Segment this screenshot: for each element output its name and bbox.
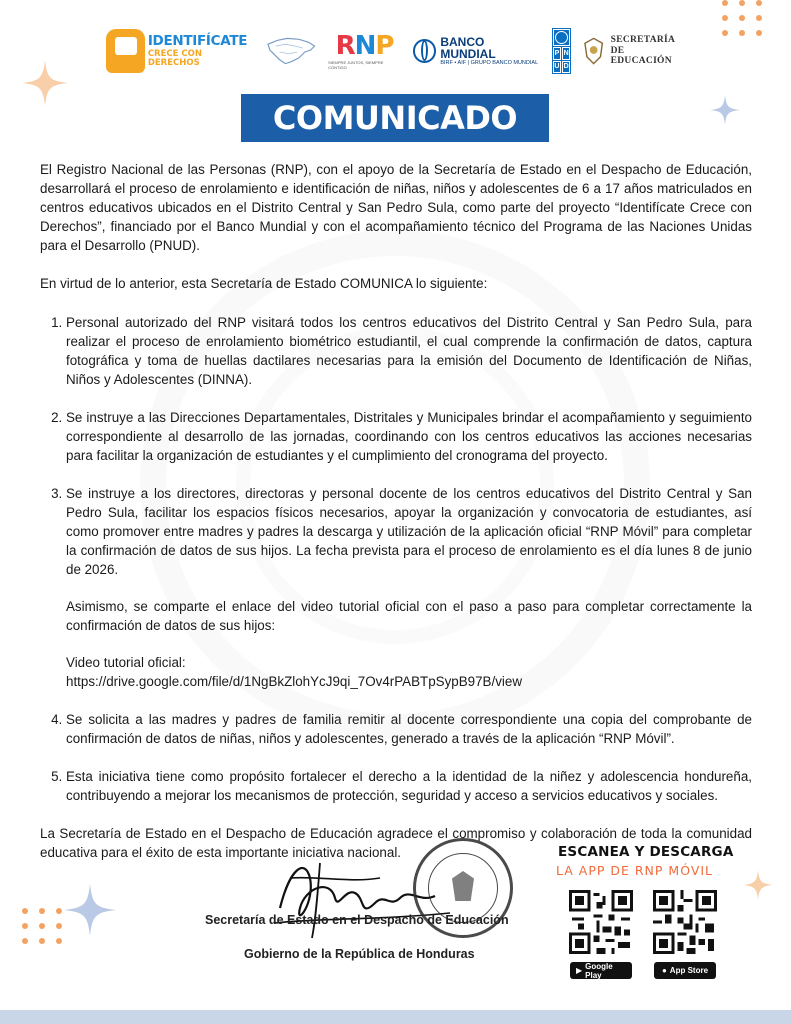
pnud-letter: D bbox=[562, 61, 570, 73]
signatory-title: Secretaría de Estado en el Despacho de Educación bbox=[205, 913, 509, 927]
list-item-text: Se instruye a las Direcciones Departamentales, Distritales y Municipales brindar el acompañamiento y seguimiento correspondiente al desarrollo de las jornadas, coordinando con los centros educativos las acciones necesarias para facilitar la organización de estudiantes y el cumplimiento del cronograma del proyecto. bbox=[66, 410, 752, 463]
blue-star-icon bbox=[710, 95, 740, 125]
pnud-letter: U bbox=[553, 61, 561, 73]
honduras-map-icon bbox=[266, 34, 316, 68]
play-icon: ▶ bbox=[576, 966, 583, 975]
pnud-letter: P bbox=[553, 47, 561, 59]
rnp-logo bbox=[328, 30, 401, 70]
lead-paragraph: En virtud de lo anterior, esta Secretaría de Estado COMUNICA lo siguiente: bbox=[40, 276, 488, 291]
blue-star-icon bbox=[64, 884, 116, 936]
banco-mundial-logo bbox=[413, 36, 540, 67]
pnud-letter: N bbox=[562, 47, 570, 59]
list-item bbox=[66, 710, 752, 748]
coat-of-arms-icon bbox=[583, 37, 604, 65]
qr-code-app-store[interactable] bbox=[653, 890, 717, 954]
document-body bbox=[40, 160, 752, 862]
video-label: Video tutorial oficial: bbox=[66, 655, 186, 670]
communique-list bbox=[40, 313, 752, 805]
mascot-icon bbox=[106, 29, 145, 73]
qr-title: ESCANEA Y DESCARGA bbox=[558, 844, 734, 860]
closing-paragraph: La Secretaría de Estado en el Despacho de Educación agradece el compromiso y colaboración de toda la comunidad educativa para el éxito de esta importante iniciativa nacional. bbox=[40, 826, 752, 860]
secretaria-line1: SECRETARÍA bbox=[610, 35, 676, 46]
globe-icon bbox=[413, 39, 436, 63]
video-link[interactable]: https://drive.google.com/file/d/1NgBkZlohYcJ9qi_7Ov4rPABTpSypB97B/view bbox=[66, 674, 523, 689]
apple-icon: ● bbox=[661, 966, 667, 975]
signatory-government: Gobierno de la República de Honduras bbox=[244, 947, 475, 961]
list-item-text: Esta iniciativa tiene como propósito fortalecer el derecho a la identidad de la niñez y adolescencia hondureña, contribuyendo a mejorar los mecanismos de protección, seguridad y acceso a servicios educativos y sociales. bbox=[66, 769, 752, 803]
list-item bbox=[66, 484, 752, 691]
list-item bbox=[66, 767, 752, 805]
tutorial-paragraph: Asimismo, se comparte el enlace del video tutorial oficial con el paso a paso para completar correctamente la confirmación de datos de sus hijos: bbox=[66, 599, 752, 633]
list-item-text: Personal autorizado del RNP visitará todos los centros educativos del Distrito Central y San Pedro Sula, para realizar el proceso de enrolamiento biométrico estudiantil, el cual comprende la confirmación de datos, captura fotográfica y toma de huellas dactilares necesarias para la emisión del Documento de Identificación de Niñas, Niños y Adolescentes (DINNA). bbox=[66, 315, 752, 387]
identificate-logo bbox=[106, 29, 254, 73]
banco-mundial-name: BANCO MUNDIAL bbox=[440, 34, 496, 62]
rnp-letters: RNP bbox=[335, 30, 394, 61]
footer-bar bbox=[0, 1010, 791, 1024]
qr-subtitle: LA APP DE RNP MÓVIL bbox=[556, 863, 714, 878]
partner-logos bbox=[106, 26, 686, 76]
list-item-text: Se instruye a los directores, directoras y personal docente de los centros educativos del Distrito Central y San Pedro Sula, facilitar los espacios físicos necesarios, apoyar la organización y convocatoria de estudiantes, así como promover entre madres y padres la descarga y utilización de la aplicación oficial “RNP Móvil” para completar la confirmación de datos de sus hijos. La fecha prevista para el proceso de enrolamiento es el día lunes 8 de junio de 2026. bbox=[66, 486, 752, 577]
secretaria-line2: DE EDUCACIÓN bbox=[610, 45, 672, 67]
signature-block bbox=[200, 838, 540, 968]
list-item bbox=[66, 408, 752, 465]
dots-decoration bbox=[722, 0, 764, 36]
google-play-badge[interactable] bbox=[570, 962, 632, 979]
identificate-tagline: CRECE CON DERECHOS bbox=[147, 49, 202, 68]
video-block bbox=[66, 653, 752, 691]
peach-star-icon bbox=[22, 60, 68, 106]
identificate-title: IDENTIFÍCATE bbox=[147, 32, 248, 49]
rnp-tagline: SIEMPRE JUNTOS, SIEMPRE CONTIGO bbox=[328, 59, 384, 70]
app-store-badge[interactable] bbox=[654, 962, 716, 979]
qr-code-google-play[interactable] bbox=[569, 890, 633, 954]
secretaria-educacion-logo bbox=[583, 35, 686, 66]
list-item-text: Se solicita a las madres y padres de familia remitir al docente correspondiente una copia del comprobante de confirmación de datos de niñas, niños y adolescentes, generado a través de la aplicación “RNP Móvil”. bbox=[66, 712, 752, 746]
banco-mundial-sub: BIRF • AIF | GRUPO BANCO MUNDIAL bbox=[440, 59, 539, 66]
peach-star-icon bbox=[743, 870, 773, 900]
dots-decoration bbox=[22, 908, 64, 944]
pnud-logo bbox=[552, 28, 571, 74]
app-store-label: App Store bbox=[669, 966, 709, 975]
list-item bbox=[66, 313, 752, 389]
qr-download-block bbox=[553, 842, 738, 982]
page-title: COMUNICADO bbox=[272, 99, 518, 137]
intro-paragraph: El Registro Nacional de las Personas (RNP), con el apoyo de la Secretaría de Estado en el Despacho de Educación, desarrollará el proceso de enrolamiento e identificación de niñas, niños y adolescentes de 6 a 17 años matriculados en centros educativos ubicados en el Distrito Central y San Pedro Sula, como parte del proyecto “Identifícate Crece con Derechos”, financiado por el Banco Mundial y con el acompañamiento técnico del Programa de las Naciones Unidas para el Desarrollo (PNUD). bbox=[40, 162, 752, 253]
un-emblem-icon bbox=[553, 29, 570, 46]
google-play-label: Google Play bbox=[585, 961, 613, 980]
title-banner bbox=[242, 95, 548, 141]
